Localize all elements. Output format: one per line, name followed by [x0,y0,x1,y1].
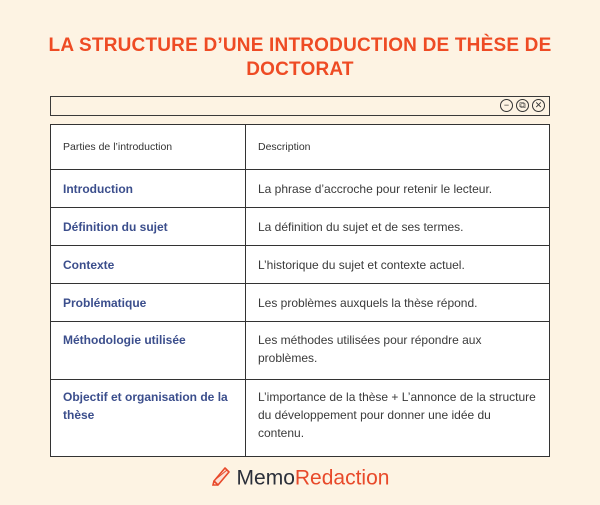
row-description: Les problèmes auxquels la thèse répond. [246,284,550,322]
logo-text-memo: Memo [236,466,295,490]
column-header-parties: Parties de l’introduction [51,125,246,170]
structure-table [50,124,550,457]
window-title-bar [50,96,550,116]
pencil-icon [211,464,233,494]
window-controls [500,99,545,112]
page-title: LA STRUCTURE D’UNE INTRODUCTION DE THÈSE DE DOCTORAT [48,35,552,80]
table-row [51,380,549,456]
logo-text-redaction: Redaction [294,466,390,490]
restore-icon[interactable]: ⧉ [516,99,529,112]
row-description: L’historique du sujet et contexte actuel. [246,246,550,284]
table-row [51,246,549,284]
row-part-label: Introduction [51,170,246,208]
row-part-label: Objectif et organisation de la thèse [51,380,246,456]
row-description: L’importance de la thèse + L’annonce de la structure du développement pour donner une idée du contenu. [246,380,550,456]
table-row [51,208,549,246]
row-part-label: Définition du sujet [51,208,246,246]
row-part-label: Problématique [51,284,246,322]
close-icon[interactable]: ✕ [532,99,545,112]
column-header-description: Description [258,141,311,153]
row-description: La phrase d’accroche pour retenir le lecteur. [246,170,550,208]
row-part-label: Méthodologie utilisée [51,322,246,380]
minimize-icon[interactable]: − [500,99,513,112]
brand-logo [0,464,600,494]
row-description: La définition du sujet et de ses termes. [246,208,550,246]
table-header-row [51,125,549,170]
table-row [51,322,549,380]
table-row [51,170,549,208]
row-description: Les méthodes utilisées pour répondre aux problèmes. [246,322,550,380]
row-part-label: Contexte [51,246,246,284]
table-row [51,284,549,322]
